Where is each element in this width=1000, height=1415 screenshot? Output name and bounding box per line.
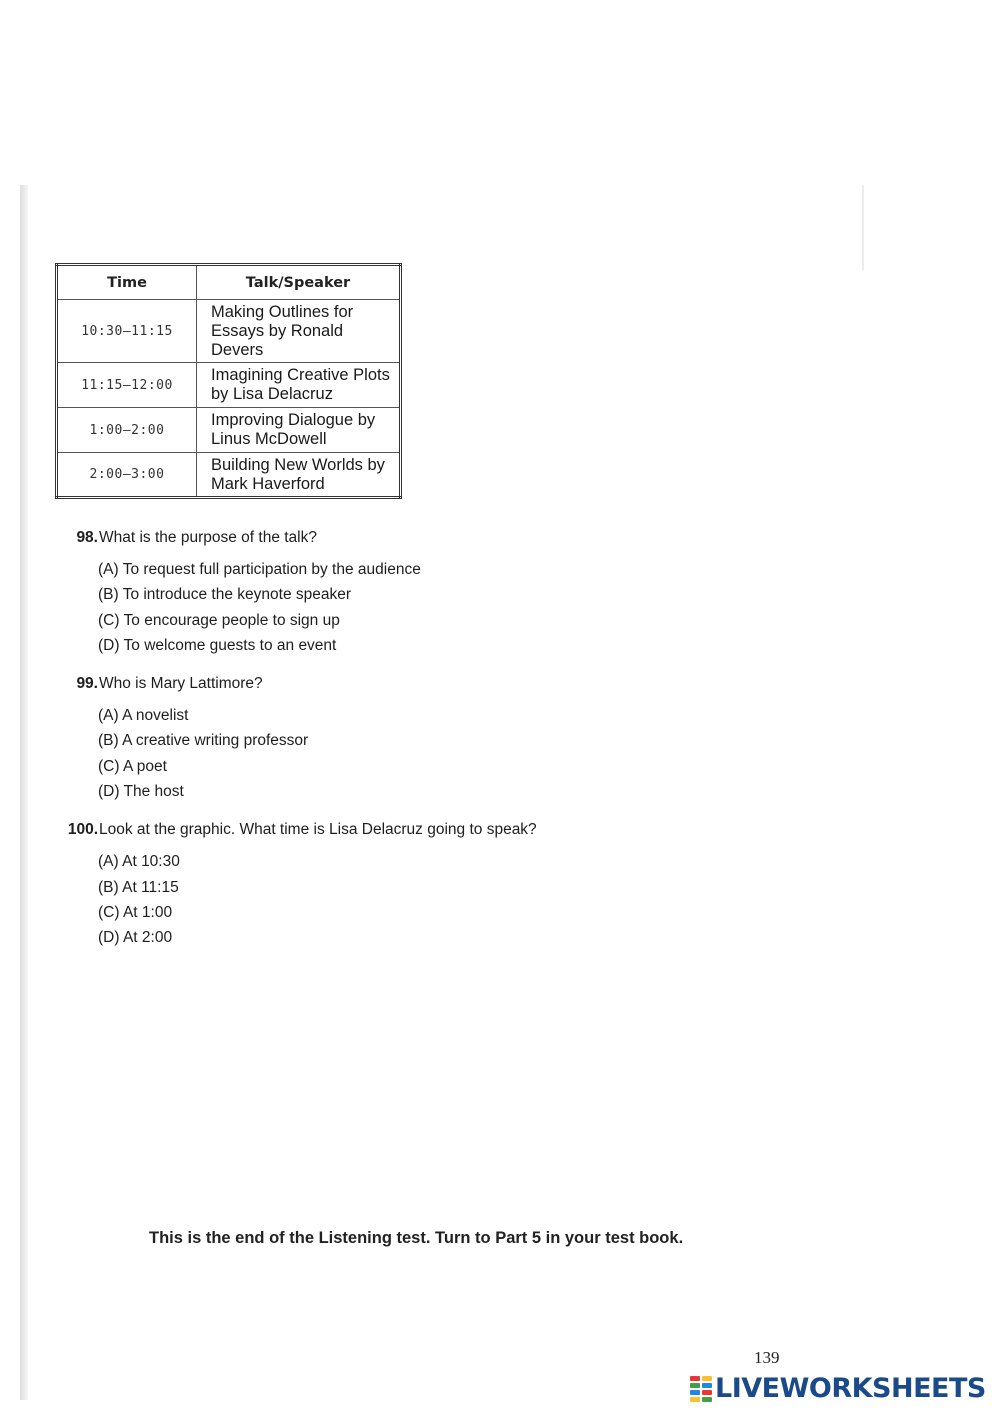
time-cell: 10:30–11:15	[57, 300, 197, 363]
talk-cell: Imagining Creative Plots by Lisa Delacruz	[197, 363, 401, 408]
column-header-talk-speaker: Talk/Speaker	[197, 265, 401, 300]
schedule-header-row	[57, 265, 401, 300]
question-number: 99.	[76, 675, 98, 693]
answer-option-b[interactable]: (B) A creative writing professor	[98, 732, 309, 750]
answer-option-c[interactable]: (C) A poet	[98, 757, 167, 775]
question-text: What is the purpose of the talk?	[99, 529, 317, 546]
question-98	[55, 528, 615, 658]
answer-option-d[interactable]: (D) At 2:00	[98, 929, 173, 947]
scan-page-shadow	[20, 185, 28, 1400]
table-row	[57, 363, 401, 408]
column-header-time: Time	[57, 265, 197, 300]
table-row	[57, 300, 401, 363]
question-100	[55, 820, 615, 950]
end-of-test-note: This is the end of the Listening test. Turn to Part 5 in your test book.	[149, 1229, 684, 1247]
answer-option-a[interactable]: (A) At 10:30	[98, 853, 180, 871]
table-row	[57, 453, 401, 498]
scan-page-edge	[862, 185, 864, 270]
table-row	[57, 408, 401, 453]
answer-option-b[interactable]: (B) To introduce the keynote speaker	[98, 586, 352, 604]
talk-cell: Making Outlines for Essays by Ronald Devers	[197, 300, 401, 363]
answer-option-d[interactable]: (D) To welcome guests to an event	[98, 636, 337, 654]
question-number: 100.	[67, 821, 98, 839]
talk-cell: Improving Dialogue by Linus McDowell	[197, 408, 401, 453]
answer-option-d[interactable]: (D) The host	[98, 783, 184, 801]
answer-option-c[interactable]: (C) At 1:00	[98, 903, 173, 921]
question-text: Look at the graphic. What time is Lisa Delacruz going to speak?	[99, 821, 537, 839]
time-cell: 1:00–2:00	[57, 408, 197, 453]
answer-option-a[interactable]: (A) To request full participation by the audience	[98, 561, 421, 578]
time-cell: 11:15–12:00	[57, 363, 197, 408]
question-text: Who is Mary Lattimore?	[99, 675, 263, 693]
question-number: 98.	[76, 529, 98, 546]
answer-option-a[interactable]: (A) A novelist	[98, 707, 189, 725]
answer-options	[98, 557, 615, 658]
liveworksheets-logo-icon	[690, 1376, 713, 1402]
liveworksheets-logo[interactable]	[690, 1373, 986, 1404]
answer-options	[98, 849, 615, 950]
page-number: 139	[754, 1348, 780, 1367]
schedule-table	[55, 263, 402, 499]
time-cell: 2:00–3:00	[57, 453, 197, 498]
answer-option-c[interactable]: (C) To encourage people to sign up	[98, 611, 340, 629]
question-list	[55, 528, 615, 967]
answer-option-b[interactable]: (B) At 11:15	[98, 878, 179, 896]
answer-options	[98, 703, 615, 804]
talk-cell: Building New Worlds by Mark Haverford	[197, 453, 401, 498]
logo-text: LIVEWORKSHEETS	[715, 1373, 986, 1404]
question-99	[55, 674, 615, 804]
